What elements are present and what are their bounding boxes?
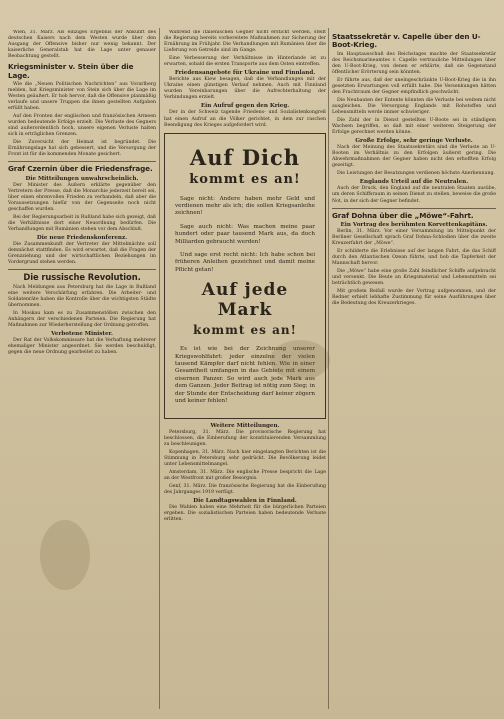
ad-subheadline-2: kommt es an! bbox=[193, 323, 297, 338]
article-paragraph: Berlin, 31. März. Vor einer Versammlung im Mittelpunkt der Berliner Gesellschaft sprach Graf Dohna-Schlodien über die zweite Kreuzerfahrt der „Möwe“. bbox=[332, 228, 496, 246]
subheadline: Friedensangebote für Ukraine und Finnland. bbox=[174, 70, 316, 77]
article-paragraph: In Moskau kam es zu Zusammenstößen zwischen den Anhängern der verschiedenen Parteien. Die Regierung hat Maßnahmen zur Wiederherstellung der Ordnung getroffen. bbox=[8, 311, 156, 329]
page-top-margin bbox=[0, 0, 504, 28]
article-paragraph: Während die italienischen Gegner nicht erstickt werden, stellt die Regierung bereits vorbereitete Maßnahmen zur Sicherung der Ernährung im Frühjahr. Die Verhandlungen mit Rumänien über die Lieferung von Getreide sind im Gange. bbox=[164, 30, 326, 54]
paper-stain bbox=[270, 340, 330, 380]
subheadline: Ein Aufruf gegen den Krieg. bbox=[200, 103, 290, 110]
subheadline: Verbotene Minister. bbox=[51, 331, 113, 338]
article-paragraph: Amsterdam, 31. März. Die englische Presse bespricht die Lage an der Westfront mit großer Besorgnis. bbox=[164, 469, 326, 481]
article-paragraph: Eine Verbesserung der Verhältnisse im Hinterlande ist zu erwarten, sobald die ersten Transporte aus dem Osten eintreffen. bbox=[164, 56, 326, 68]
divider bbox=[8, 269, 156, 270]
article-paragraph: Petersburg, 31. März. Die provisorische Regierung hat beschlossen, die Einberufung der konstituierenden Versammlung zu beschleunigen. bbox=[164, 429, 326, 447]
headline-capelle: Staatssekretär v. Capelle über den U-Boot-Krieg. bbox=[332, 32, 481, 50]
column-right bbox=[332, 30, 496, 711]
article-paragraph: Die Wahlen haben eine Mehrheit für die bürgerlichen Parteien ergeben. Die sozialistischen Parteien haben bedeutende Verluste erlitten. bbox=[164, 504, 326, 523]
ad-text: Sage nicht: Andere haben mehr Geld und verdienen mehr als ich; die sollen Kriegsanleihe zeichnen! bbox=[175, 195, 315, 217]
subheadline: Große Erfolge, sehr geringe Verluste. bbox=[355, 138, 473, 145]
divider bbox=[8, 161, 156, 162]
ad-headline: Auf Dich bbox=[189, 144, 301, 170]
article-paragraph: Die Zahl der in Dienst gestellten U-Boote sei in ständigem Wachsen begriffen, so daß mit einer weiteren Steigerung der Erfolge gerechnet werden könne. bbox=[332, 118, 496, 136]
article-paragraph: Der Minister des Äußern erklärte gegenüber den Vertretern der Presse, daß die Monarchie jederzeit bereit sei, über einen ehrenvollen Frieden zu verhandeln, daß aber die Voraussetzungen hiefür von der Gegenseite noch nicht geschaffen wurden. bbox=[8, 182, 156, 212]
subheadline: Die Mitteilungen unwahrscheinlich. bbox=[25, 175, 139, 182]
article-paragraph: Wie die „Neuen Politischen Nachrichten“ aus Vorarlberg melden, hat Kriegsminister von Stein sich über die Lage im Westen geäußert. Er hob hervor, daß die Offensive planmäßig verlaufe und unsere Truppen die ihnen gestellten Aufgaben erfüllt haben. bbox=[8, 81, 156, 111]
article-paragraph: Die Leistungen der Besatzungen verdienen höchste Anerkennung. bbox=[337, 171, 495, 177]
article-paragraph: Die „Möwe“ habe eine große Zahl feindlicher Schiffe aufgebracht und versenkt. Die Beute an Kriegsmaterial und Lebensmitteln sei beträchtlich gewesen. bbox=[332, 269, 496, 287]
subheadline: Die Landtagswahlen in Finnland. bbox=[193, 497, 297, 504]
article-paragraph: Der in der Schweiz tagende Friedens- und Sozialistenkongreß hat einen Aufruf an die Völker gerichtet, in dem zur raschen Beendigung des Krieges aufgefordert wird. bbox=[164, 110, 326, 128]
paper-stain bbox=[40, 520, 90, 590]
ad-text: Sage auch nicht: Was machen meine paar hundert oder paar tausend Mark aus, da doch Milliarden gebraucht werden! bbox=[175, 223, 315, 245]
headline-revolution: Die russische Revolution. bbox=[23, 272, 141, 283]
article-paragraph: Die Zusammenkunft der Vertreter der Mittelmächte soll demnächst stattfinden. Es wird erwartet, daß die Fragen der Grenzziehung und der wirtschaftlichen Beziehungen im Vordergrund stehen werden. bbox=[8, 242, 156, 266]
article-paragraph: Er schilderte die Erlebnisse auf der langen Fahrt, die das Schiff durch den Atlantischen Ozean führte, und hob die Tapferkeit der Mannschaft hervor. bbox=[332, 248, 496, 267]
article-paragraph: Er führte aus, daß der uneingeschränkte U-Boot-Krieg die in ihn gesetzten Erwartungen voll erfüllt habe. Die Versenkungen hätten den Frachtraum der Gegner empfindlich geschwächt. bbox=[332, 77, 496, 95]
article-paragraph: Die Zuversicht der Heimat ist begründet. Die Ernährungslage hat sich gebessert, und die Versorgung der Front ist für die kommenden Monate gesichert. bbox=[8, 140, 156, 158]
article-paragraph: Die Neubauten der Entente könnten die Verluste bei weitem nicht ausgleichen. Die Versorgung Englands mit Rohstoffen und Lebensmitteln werde immer schwieriger. bbox=[332, 97, 496, 115]
headline-czernin: Graf Czernin über die Friedensfrage. bbox=[8, 164, 153, 174]
ad-text: Es ist wie bei der Zeichnung unserer Kriegswohlfahrt: jeder einzelne der vielen tausend Kämpfer darf nicht fehlen. Wie in einer Gesamtheit umfangen in das Gebiete mit einem eisernen Panzer. So wird auch jede Mark aus dem Ganzen. Jeder Beitrag ist nötig zum Sieg; in der Stunde der Entscheidung darf keiner zögern und keiner fehlen! bbox=[175, 346, 315, 405]
headline-kriegsminister: Kriegsminister v. Stein über die Lage. bbox=[8, 62, 134, 80]
ad-text: Und sage erst recht nicht: Ich habe schon bei früheren Anleihen gezeichnet und damit meine Pflicht getan! bbox=[175, 252, 315, 273]
subheadline: Weitere Mitteilungen. bbox=[210, 422, 280, 429]
article-paragraph: Im Hauptausschuß des Reichstages machte der Staatssekretär des Reichsmarineamtes v. Capelle vertrauliche Mitteilungen über den U-Boot-Krieg, von denen er erklärte, daß sie Gegenstand öffentlicher Erörterung sein könnten. bbox=[332, 51, 496, 75]
subheadline: Die neue Friedenskonferenz. bbox=[36, 235, 128, 242]
intro-paragraph: Wien, 31. März. Als einziges Ergebnis der Ankunft des deutschen Kaisers nach dem Westen wurde über den Ausgang der Offensive bisher nur wenig bekannt. Der kaiserliche Generalstab hat die Lage unter genauer Beobachtung gestellt. bbox=[8, 30, 156, 60]
article-paragraph: Genf, 31. März. Die französische Regierung hat die Einberufung des Jahrganges 1919 verfügt. bbox=[164, 483, 326, 495]
ad-subheadline: kommt es an! bbox=[189, 171, 301, 187]
subheadline: Englands Urteil auf die Neutralen. bbox=[359, 179, 469, 186]
article-paragraph: Auch der Druck, den England auf die neutralen Staaten ausübe, um deren Schiffsraum in seinen Dienst zu stellen, beweise die große Not, in der sich der Gegner befindet. bbox=[332, 186, 496, 204]
column-rule bbox=[159, 28, 160, 709]
subheadline: Ein Vortrag des berühmten Korvettenkapitäns. bbox=[340, 221, 488, 228]
article-paragraph: Der Rat der Volkskommissare hat die Verhaftung mehrerer ehemaliger Minister angeordnet. Sie werden beschuldigt, gegen die neue Ordnung gearbeitet zu haben. bbox=[8, 338, 156, 356]
article-paragraph: Nach Meldungen aus Petersburg hat die Lage in Rußland eine weitere Verschärfung erfahren. Die Arbeiter- und Soldatenräte haben die Kontrolle über die wichtigsten Städte übernommen. bbox=[8, 284, 156, 308]
article-paragraph: Bei der Regierungsarbeit in Rußland habe sich gezeigt, daß die Verhältnisse dort einer Neuordnung bedürfen. Die Verhandlungen mit Rumänien stehen vor dem Abschluß. bbox=[8, 214, 156, 232]
article-paragraph: Nach der Meinung des Staatssekretärs sind die Verluste an U-Booten im Verhältnis zu den Erfolgen äußerst gering. Die Abwehrmaßnahmen der Gegner haben nicht den erhofften Erfolg gezeitigt. bbox=[332, 145, 496, 169]
article-paragraph: Berichte aus Kiew besagen, daß die Verhandlungen mit der Ukraine einen günstigen Verlauf nehmen. Auch mit Finnland wurden Vereinbarungen über die Aufrechterhaltung der Verbindungen erzielt. bbox=[164, 77, 326, 101]
article-paragraph: Mit großem Beifall wurde der Vortrag aufgenommen, und der Redner erhielt lebhafte Zustimmung für seine Ausführungen über die Bedeutung des Kreuzerkrieges. bbox=[332, 289, 496, 307]
article-paragraph: Auf den Fronten der englischen und französischen Armeen wurden bedeutende Erfolge erzielt. Die Verluste des Gegners sind außerordentlich hoch, unsere eigenen Verluste halten sich in erträglichen Grenzen. bbox=[8, 114, 156, 138]
headline-dohna: Graf Dohna über die „Möwe“-Fahrt. bbox=[332, 210, 474, 220]
column-rule bbox=[328, 28, 329, 709]
divider bbox=[332, 208, 496, 209]
article-paragraph: Kopenhagen, 31. März. Nach hier eingelangten Berichten ist die Stimmung in Petersburg sehr gedrückt. Die Bevölkerung leidet unter Lebensmittelmangel. bbox=[164, 449, 326, 467]
column-left bbox=[8, 30, 156, 711]
ad-headline-2: Auf jede Mark bbox=[201, 280, 289, 321]
